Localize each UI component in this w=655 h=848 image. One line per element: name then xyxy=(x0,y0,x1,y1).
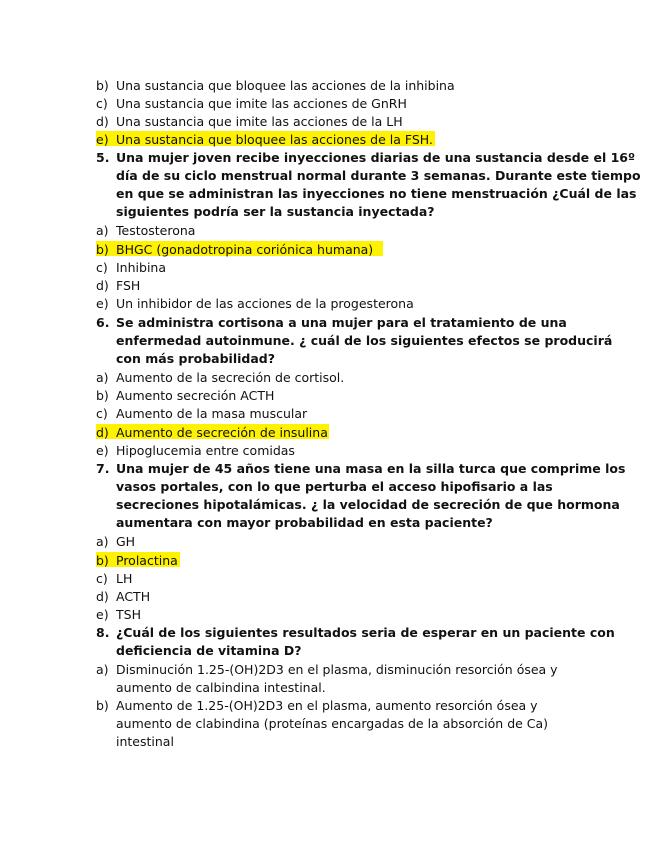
option-line xyxy=(96,277,596,295)
option-text: Una sustancia que bloquee las acciones de la FSH. xyxy=(116,132,433,147)
question-text: ¿Cuál de los siguientes resultados seria de esperar en un paciente con xyxy=(116,625,615,640)
option-text: Una sustancia que imite las acciones de GnRH xyxy=(116,96,407,111)
question-text: aumentara con mayor probabilidad en esta paciente? xyxy=(116,515,493,530)
question-line xyxy=(96,332,613,350)
option-text: ACTH xyxy=(116,589,151,604)
question-line xyxy=(96,642,596,660)
option-line xyxy=(96,387,596,405)
option-label: c) xyxy=(96,406,108,421)
option-line xyxy=(96,77,596,95)
question-line xyxy=(96,314,596,332)
option-label: a) xyxy=(96,223,109,238)
option-label: c) xyxy=(96,260,108,275)
option-label: e) xyxy=(96,443,109,458)
question-number: 5. xyxy=(96,150,110,165)
option-label: a) xyxy=(96,534,109,549)
option-text: Testosterona xyxy=(116,223,196,238)
question-text: en que se administran las inyecciones no tiene menstruación ¿Cuál de las xyxy=(116,186,637,201)
option-text: Aumento de la masa muscular xyxy=(116,406,308,421)
option-text: BHGC (gonadotropina coriónica humana) xyxy=(116,242,374,257)
option-line xyxy=(96,570,596,588)
option-line xyxy=(96,588,596,606)
option-label: a) xyxy=(96,370,109,385)
question-line xyxy=(96,460,626,478)
option-text: Aumento secreción ACTH xyxy=(116,388,275,403)
option-label: d) xyxy=(96,589,109,604)
option-text: TSH xyxy=(116,607,141,622)
correct-option-line xyxy=(96,424,596,442)
option-label: e) xyxy=(96,132,109,147)
question-number: 6. xyxy=(96,315,110,330)
option-line xyxy=(96,369,596,387)
option-line xyxy=(96,95,596,113)
question-text: Una mujer joven recibe inyecciones diarias de una sustancia desde el 16º xyxy=(116,150,636,165)
question-text: día de su ciclo menstrual normal durante 3 semanas. Durante este tiempo xyxy=(116,168,641,183)
option-label: d) xyxy=(96,425,109,440)
option-line xyxy=(96,697,596,715)
option-label: a) xyxy=(96,662,109,677)
question-line xyxy=(96,350,596,368)
question-text: secreciones hipotalámicas. ¿ la velocidad de secreción de que hormona xyxy=(116,497,620,512)
option-line xyxy=(96,442,596,460)
question-number: 8. xyxy=(96,625,110,640)
option-label: b) xyxy=(96,388,109,403)
option-line xyxy=(96,679,596,697)
question-line xyxy=(96,478,596,496)
option-line xyxy=(96,295,596,313)
option-label: e) xyxy=(96,607,109,622)
option-line xyxy=(96,259,596,277)
option-line xyxy=(96,222,596,240)
option-text: Aumento de secreción de insulina xyxy=(116,425,328,440)
question-text: vasos portales, con lo que perturba el acceso hipofisario a las xyxy=(116,479,553,494)
option-text: aumento de calbindina intestinal. xyxy=(116,680,326,695)
option-text: Prolactina xyxy=(116,553,178,568)
option-line xyxy=(96,533,596,551)
question-line xyxy=(96,185,637,203)
option-text: Inhibina xyxy=(116,260,166,275)
option-label: b) xyxy=(96,698,109,713)
question-line xyxy=(96,514,596,532)
question-line xyxy=(96,167,641,185)
question-text: con más probabilidad? xyxy=(116,351,275,366)
question-line xyxy=(96,624,615,642)
option-text: Disminución 1.25-(OH)2D3 en el plasma, disminución resorción ósea y xyxy=(116,662,558,677)
option-text: Una sustancia que bloquee las acciones de la inhibina xyxy=(116,78,455,93)
option-text: Hipoglucemia entre comidas xyxy=(116,443,295,458)
question-text: deficiencia de vitamina D? xyxy=(116,643,302,658)
option-label: d) xyxy=(96,278,109,293)
question-text: siguientes podría ser la sustancia inyectada? xyxy=(116,204,435,219)
correct-option-line xyxy=(96,131,596,149)
question-text: Se administra cortisona a una mujer para el tratamiento de una xyxy=(116,315,567,330)
option-label: c) xyxy=(96,96,108,111)
question-line xyxy=(96,496,620,514)
option-line xyxy=(96,715,596,733)
option-label: d) xyxy=(96,114,109,129)
option-text: Aumento de 1.25-(OH)2D3 en el plasma, aumento resorción ósea y xyxy=(116,698,538,713)
option-label: c) xyxy=(96,571,108,586)
correct-option-line xyxy=(96,241,596,259)
question-line xyxy=(96,203,596,221)
question-number: 7. xyxy=(96,461,110,476)
option-line xyxy=(96,113,596,131)
option-text: Una sustancia que imite las acciones de la LH xyxy=(116,114,403,129)
option-text: Un inhibidor de las acciones de la progesterona xyxy=(116,296,414,311)
option-line xyxy=(96,606,596,624)
option-text: GH xyxy=(116,534,136,549)
option-text: Aumento de la secreción de cortisol. xyxy=(116,370,345,385)
option-label: e) xyxy=(96,296,109,311)
option-line xyxy=(96,405,596,423)
option-line xyxy=(96,661,596,679)
option-label: b) xyxy=(96,553,109,568)
option-text: LH xyxy=(116,571,133,586)
option-label: b) xyxy=(96,242,109,257)
question-line xyxy=(96,149,636,167)
option-text: aumento de clabindina (proteínas encargadas de la absorción de Ca) xyxy=(116,716,549,731)
option-text: intestinal xyxy=(116,734,174,749)
option-text: FSH xyxy=(116,278,141,293)
question-text: Una mujer de 45 años tiene una masa en la silla turca que comprime los xyxy=(116,461,626,476)
option-line xyxy=(96,733,596,751)
option-label: b) xyxy=(96,78,109,93)
question-text: enfermedad autoinmune. ¿ cuál de los siguientes efectos se producirá xyxy=(116,333,613,348)
correct-option-line xyxy=(96,552,596,570)
